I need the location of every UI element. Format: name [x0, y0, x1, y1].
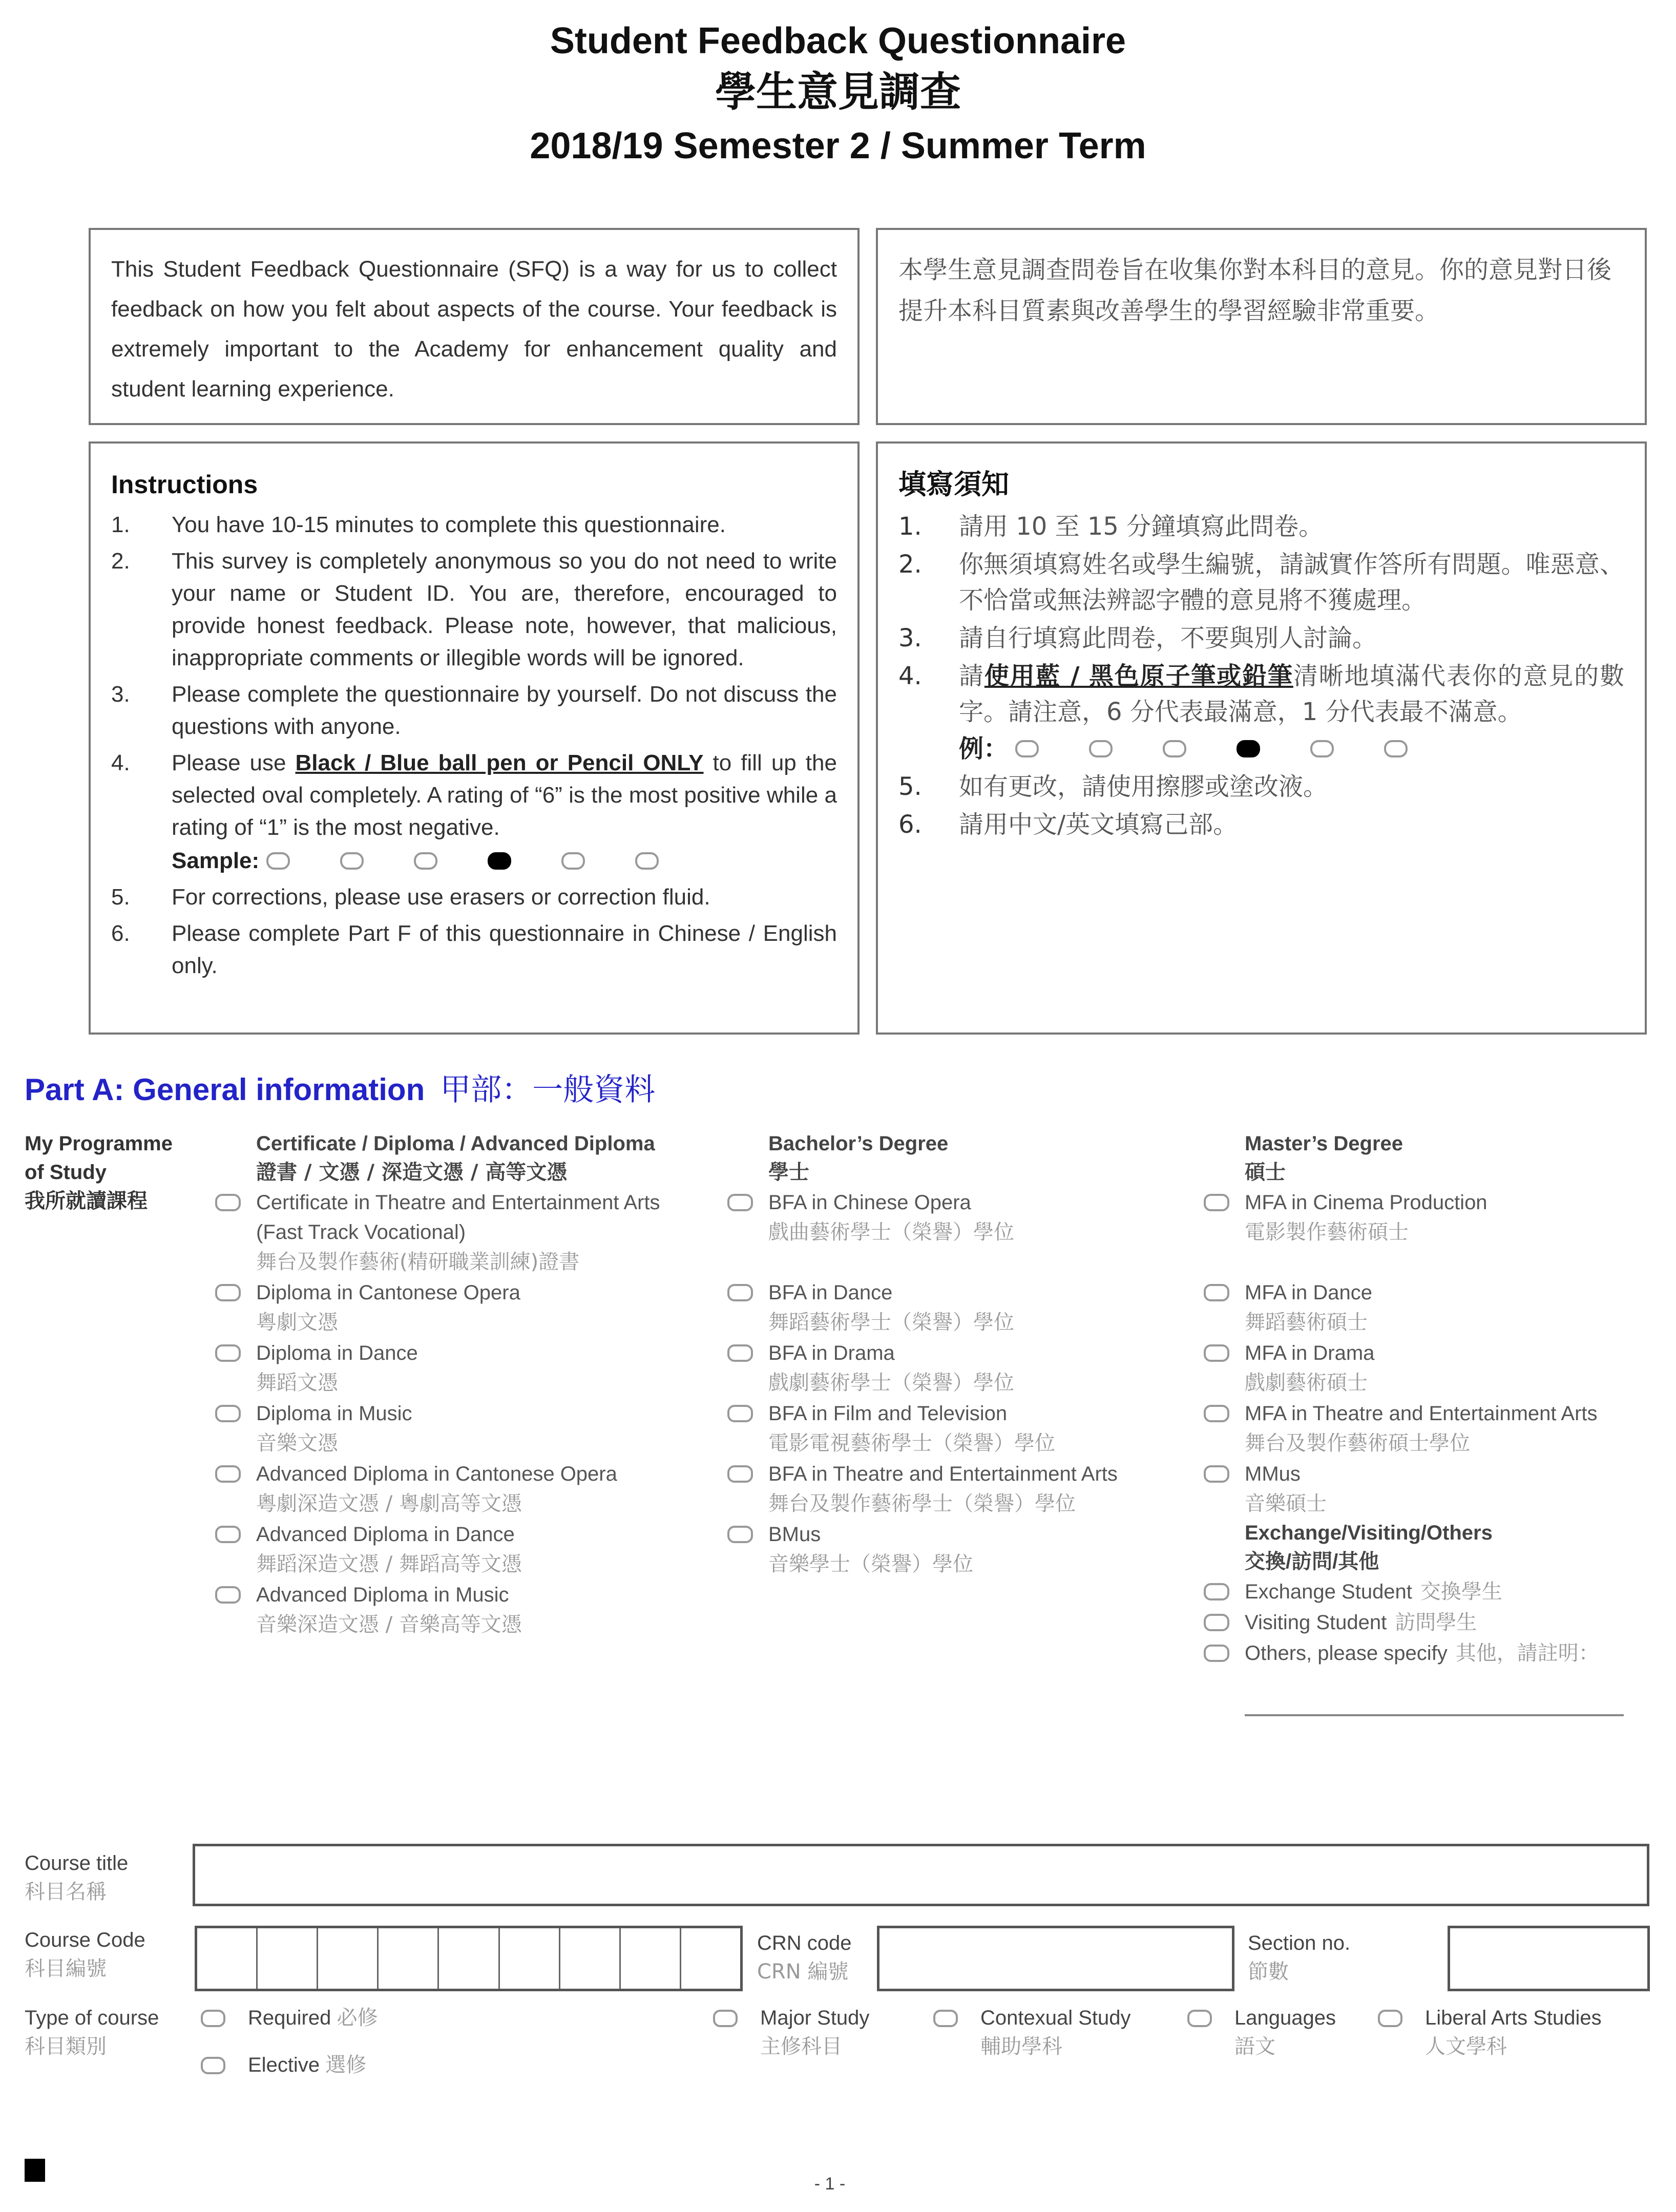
option-label-en: MFA in Drama: [1245, 1342, 1375, 1364]
radio-oval[interactable]: [933, 2010, 958, 2027]
label-zh: CRN 編號: [757, 1960, 849, 1984]
sample-oval-empty-icon: [561, 852, 585, 870]
radio-oval[interactable]: [215, 1586, 241, 1604]
programme-option[interactable]: [1204, 1188, 1675, 1277]
course-code-cell[interactable]: [197, 1928, 258, 1989]
column-heading: [215, 1129, 707, 1187]
item-text-before: Please use: [172, 750, 296, 775]
programme-option[interactable]: [215, 1459, 707, 1519]
type-of-course-label: [25, 2004, 159, 2061]
course-code-cell[interactable]: [258, 1928, 318, 1989]
course-code-cell[interactable]: [318, 1928, 379, 1989]
option-label-en: BFA in Drama: [768, 1342, 895, 1364]
option-label-en: MFA in Theatre and Entertainment Arts: [1245, 1402, 1598, 1425]
option-label-en: Elective: [248, 2054, 320, 2076]
sample-oval-empty-icon: [1015, 740, 1039, 757]
instruction-item: [898, 769, 1624, 805]
option-label-en: Major Study: [760, 2007, 870, 2029]
option-label-zh: 戲劇藝術學士（榮譽）學位: [768, 1371, 1014, 1395]
item-text: This survey is completely anonymous so you do not need to write your name or Student ID. You are, therefore, encouraged to provide honest feedback. Please note, however, that malicious, inappropriate comments or illegible words will be ignored.: [172, 549, 837, 670]
programme-option[interactable]: [215, 1188, 707, 1277]
course-code-cell[interactable]: [681, 1928, 740, 1989]
label-en: Course Code: [25, 1929, 145, 1951]
instruction-item: [898, 807, 1624, 842]
programme-option[interactable]: [1204, 1278, 1675, 1337]
option-label-zh: 訪問學生: [1395, 1611, 1477, 1634]
course-code-input[interactable]: [195, 1926, 743, 1991]
item-text: 你無須填寫姓名或學生編號，請誠實作答所有問題。唯惡意、不恰當或無法辨認字體的意見將不獲處理。: [959, 550, 1624, 615]
title-en: Student Feedback Questionnaire: [550, 20, 1126, 61]
sample-oval-empty-icon: [1089, 740, 1113, 757]
option-label-en: MFA in Cinema Production: [1245, 1191, 1488, 1214]
sample-oval-empty-icon: [1163, 740, 1186, 757]
radio-oval[interactable]: [201, 2010, 225, 2027]
option-label-en: Advanced Diploma in Music: [256, 1584, 509, 1606]
item-text: [172, 747, 837, 877]
sample-oval-empty-icon: [1384, 740, 1408, 757]
option-label-en: MMus: [1245, 1463, 1301, 1485]
programme-label-line2: of Study: [25, 1161, 107, 1184]
programme-option[interactable]: [727, 1278, 1188, 1337]
instruction-item: [111, 678, 837, 743]
sub-heading-en: Exchange/Visiting/Others: [1245, 1522, 1493, 1544]
option-label-en: Exchange Student: [1245, 1581, 1412, 1603]
programme-label: [25, 1129, 173, 1215]
option-label-zh: 輔助學科: [980, 2035, 1062, 2058]
option-label-en: Advanced Diploma in Cantonese Opera: [256, 1463, 617, 1485]
option-label-zh: 舞蹈藝術碩士: [1245, 1311, 1368, 1334]
radio-oval[interactable]: [727, 1526, 753, 1543]
section-no-input[interactable]: [1448, 1926, 1650, 1991]
programme-option[interactable]: [215, 1520, 707, 1579]
part-a-heading: [25, 1065, 655, 1109]
option-label-en: Visiting Student: [1245, 1611, 1387, 1634]
radio-oval[interactable]: [1187, 2010, 1212, 2027]
radio-oval[interactable]: [215, 1284, 241, 1301]
sample-oval-filled-icon: [1237, 740, 1260, 757]
instruction-item: [898, 620, 1624, 656]
crn-code-input[interactable]: [877, 1926, 1234, 1991]
label-en: Course title: [25, 1852, 129, 1874]
label-zh: 科目名稱: [25, 1880, 107, 1904]
course-type-required[interactable]: [201, 2004, 378, 2032]
option-label-zh: 音樂學士（榮譽）學位: [768, 1552, 973, 1576]
item-text: 請用 10 至 15 分鐘填寫此問卷。: [959, 512, 1324, 541]
item-text: 請自行填寫此問卷，不要與別人討論。: [959, 624, 1377, 652]
option-label-zh: 交換學生: [1420, 1580, 1502, 1604]
intro-en-box: [89, 228, 860, 425]
option-label-zh: 主修科目: [760, 2035, 842, 2058]
radio-oval[interactable]: [727, 1405, 753, 1422]
programme-column-bachelor: [727, 1129, 1188, 1579]
radio-oval[interactable]: [727, 1465, 753, 1483]
instruction-item: [111, 881, 837, 913]
radio-oval[interactable]: [215, 1344, 241, 1362]
instruction-item: [898, 546, 1624, 618]
term-label: 2018/19 Semester 2 / Summer Term: [530, 125, 1146, 166]
programme-option[interactable]: [215, 1399, 707, 1458]
radio-oval[interactable]: [215, 1194, 241, 1211]
programme-option-visiting[interactable]: [1204, 1608, 1675, 1637]
column-heading-en: Certificate / Diploma / Advanced Diploma: [256, 1132, 655, 1155]
option-label-en-2: (Fast Track Vocational): [256, 1221, 466, 1244]
option-label-zh: 粵劇深造文憑 / 粵劇高等文憑: [256, 1492, 522, 1515]
programme-option[interactable]: [727, 1459, 1188, 1519]
sample-oval-empty-icon: [1310, 740, 1334, 757]
option-label-en: BFA in Film and Television: [768, 1402, 1008, 1425]
option-label-zh: 舞台及製作藝術(精研職業訓練)證書: [256, 1250, 580, 1274]
option-label-en: BFA in Chinese Opera: [768, 1191, 971, 1214]
instructions-zh-box: [876, 441, 1647, 1035]
programme-column-certificate-diploma: [215, 1129, 707, 1639]
intro-zh-box: [876, 228, 1647, 425]
column-heading-zh: 碩士: [1245, 1161, 1286, 1184]
course-type-languages[interactable]: [1187, 2004, 1336, 2061]
course-title-input[interactable]: [193, 1844, 1649, 1906]
item-text: Please complete the questionnaire by yourself. Do not discuss the questions with anyone.: [172, 682, 837, 739]
option-label-zh: 舞台及製作藝術學士（榮譽）學位: [768, 1492, 1076, 1515]
programme-option-others[interactable]: [1204, 1638, 1675, 1668]
option-label-zh: 粵劇文憑: [256, 1311, 338, 1334]
sample-row: [172, 845, 837, 877]
programme-label-line1: My Programme: [25, 1132, 173, 1155]
programme-option[interactable]: [727, 1338, 1188, 1398]
sample-oval-empty-icon: [414, 852, 437, 870]
option-label-en: Liberal Arts Studies: [1425, 2007, 1602, 2029]
page-number: - 1 -: [814, 2174, 846, 2194]
label-en: Section no.: [1248, 1932, 1351, 1954]
intro-en-text: This Student Feedback Questionnaire (SFQ) is a way for us to collect feedback on how you felt about aspects of the course. Your feedback is extremely important to the Academy for enhancement quality and student learning experience.: [111, 257, 837, 402]
item-number: 6.: [111, 921, 130, 946]
column-heading: [727, 1129, 1188, 1187]
programme-option[interactable]: [215, 1278, 707, 1337]
item-text-emphasis: 使用藍 / 黑色原子筆或鉛筆: [984, 662, 1293, 690]
item-text: For corrections, please use erasers or correction fluid.: [172, 884, 710, 910]
radio-oval[interactable]: [1204, 1344, 1229, 1362]
option-label-en: Certificate in Theatre and Entertainment Arts: [256, 1191, 660, 1214]
column-heading: [1204, 1129, 1675, 1187]
option-label-zh: 音樂文憑: [256, 1431, 338, 1455]
radio-oval[interactable]: [1204, 1284, 1229, 1301]
option-label-en: Diploma in Music: [256, 1402, 412, 1425]
course-code-label: [25, 1926, 145, 1983]
instructions-en-box: [89, 441, 860, 1035]
course-type-major-study[interactable]: [713, 2004, 869, 2061]
sample-row: [959, 731, 1624, 767]
instruction-item: [111, 747, 837, 877]
programme-label-zh: 我所就讀課程: [25, 1190, 148, 1212]
instructions-en-list: [111, 509, 837, 982]
option-label-en: BFA in Theatre and Entertainment Arts: [768, 1463, 1118, 1485]
option-label-zh: 語文: [1234, 2035, 1275, 2058]
option-label-zh: 音樂深造文憑 / 音樂高等文憑: [256, 1613, 522, 1636]
radio-oval[interactable]: [1204, 1614, 1229, 1631]
option-label-en: Languages: [1234, 2007, 1336, 2029]
others-specify-line[interactable]: [1245, 1714, 1624, 1716]
item-text: You have 10-15 minutes to complete this questionnaire.: [172, 512, 726, 537]
radio-oval[interactable]: [201, 2057, 225, 2074]
course-title-label: [25, 1849, 128, 1906]
option-label-en: Contexual Study: [980, 2007, 1131, 2029]
sample-oval-filled-icon: [488, 852, 511, 870]
item-number: 1.: [111, 512, 130, 537]
part-a-title-en: Part A: General information: [25, 1072, 425, 1107]
exchange-visiting-heading: [1204, 1519, 1675, 1576]
option-label-zh: 電影製作藝術碩士: [1245, 1220, 1409, 1244]
item-number: 5.: [111, 884, 130, 910]
course-code-cell[interactable]: [500, 1928, 560, 1989]
sub-heading-zh: 交換/訪問/其他: [1245, 1550, 1379, 1573]
instructions-zh-list: [898, 509, 1624, 842]
option-label-zh: 舞蹈文憑: [256, 1371, 338, 1395]
item-number: 1.: [898, 512, 922, 541]
programme-column-master: [1204, 1129, 1675, 1716]
item-text: [959, 658, 1624, 767]
option-label-en: BMus: [768, 1523, 821, 1546]
item-text: Please complete Part F of this questionnaire in Chinese / English only.: [172, 921, 837, 978]
radio-oval[interactable]: [215, 1526, 241, 1543]
course-type-liberal-arts[interactable]: [1378, 2004, 1602, 2061]
instruction-item: [111, 509, 837, 541]
option-label-zh: 舞蹈藝術學士（榮譽）學位: [768, 1311, 1014, 1334]
instruction-item: [898, 658, 1624, 767]
option-label-en: Diploma in Dance: [256, 1342, 418, 1364]
instruction-item: [111, 545, 837, 674]
instruction-item: [111, 917, 837, 982]
instruction-item: [898, 509, 1624, 544]
radio-oval[interactable]: [1204, 1405, 1229, 1422]
course-code-cell[interactable]: [439, 1928, 499, 1989]
programme-option[interactable]: [215, 1338, 707, 1398]
sample-oval-empty-icon: [635, 852, 659, 870]
instructions-en-title: Instructions: [111, 470, 258, 499]
column-heading-zh: 證書 / 文憑 / 深造文憑 / 高等文憑: [256, 1161, 568, 1184]
radio-oval[interactable]: [215, 1405, 241, 1422]
option-label-en: MFA in Dance: [1245, 1281, 1373, 1304]
programme-option[interactable]: [1204, 1338, 1675, 1398]
option-label-en: Diploma in Cantonese Opera: [256, 1281, 520, 1304]
item-number: 3.: [111, 682, 130, 707]
sample-oval-empty-icon: [340, 852, 364, 870]
item-text-emphasis: Black / Blue ball pen or Pencil ONLY: [295, 750, 704, 775]
item-number: 6.: [898, 810, 922, 839]
instructions-zh-title: 填寫須知: [898, 468, 1009, 500]
option-label-en: BFA in Dance: [768, 1281, 893, 1304]
crn-code-label: [757, 1929, 852, 1986]
item-text-before: 請: [959, 662, 984, 690]
option-label-zh: 音樂碩士: [1245, 1492, 1327, 1515]
programme-option[interactable]: [727, 1399, 1188, 1458]
radio-oval[interactable]: [1204, 1645, 1229, 1662]
sample-oval-empty-icon: [266, 852, 290, 870]
label-en: CRN code: [757, 1932, 852, 1954]
label-zh: 節數: [1248, 1960, 1289, 1984]
option-label-zh: 電影電視藝術學士（榮譽）學位: [768, 1431, 1055, 1455]
programme-option[interactable]: [215, 1580, 707, 1639]
option-label-en: Required: [248, 2007, 331, 2029]
course-type-elective[interactable]: [201, 2051, 366, 2079]
title-zh: 學生意見調查: [715, 69, 961, 115]
item-number: 2.: [111, 549, 130, 574]
programme-option[interactable]: [727, 1188, 1188, 1277]
item-number: 2.: [898, 550, 922, 579]
item-text: 請用中文/英文填寫己部。: [959, 810, 1238, 839]
option-label-zh: 舞蹈深造文憑 / 舞蹈高等文憑: [256, 1552, 522, 1576]
item-number: 5.: [898, 772, 922, 801]
course-code-cell[interactable]: [560, 1928, 621, 1989]
section-no-label: [1248, 1929, 1350, 1986]
document-header: [0, 15, 1676, 174]
label-en: Type of course: [25, 2007, 159, 2029]
radio-oval[interactable]: [713, 2010, 738, 2027]
option-label-zh: 人文學科: [1425, 2035, 1507, 2058]
option-label-zh: 其他，請註明：: [1455, 1641, 1599, 1665]
option-label-zh: 舞台及製作藝術碩士學位: [1245, 1431, 1470, 1455]
radio-oval[interactable]: [1204, 1465, 1229, 1483]
column-heading-en: Master’s Degree: [1245, 1132, 1403, 1155]
item-text-after: to fill up the selected oval completely. A rating of “6” is the most positive while a rating of “1” is the most negative.: [172, 750, 837, 840]
item-text: 如有更改，請使用擦膠或塗改液。: [959, 772, 1328, 801]
radio-oval[interactable]: [727, 1284, 753, 1301]
item-text-after: 清晰地填滿代表你的意見的數字。請注意，6 分代表最滿意，1 分代表最不滿意。: [959, 662, 1624, 726]
column-heading-en: Bachelor’s Degree: [768, 1132, 949, 1155]
item-number: 4.: [898, 662, 922, 690]
radio-oval[interactable]: [1378, 2010, 1402, 2027]
option-label-en: Others, please specify: [1245, 1642, 1448, 1665]
label-zh: 科目類別: [25, 2035, 107, 2058]
option-label-zh: 必修: [337, 2006, 378, 2030]
sample-label: 例：: [959, 734, 1009, 763]
option-label-zh: 選修: [325, 2053, 367, 2077]
radio-oval[interactable]: [1204, 1194, 1229, 1211]
sample-label: Sample:: [172, 848, 260, 873]
item-number: 4.: [111, 750, 130, 775]
part-a-title-zh: 甲部：一般資料: [440, 1072, 656, 1108]
column-heading-zh: 學士: [768, 1161, 809, 1184]
radio-oval[interactable]: [727, 1194, 753, 1211]
radio-oval[interactable]: [1204, 1583, 1229, 1600]
label-zh: 科目編號: [25, 1957, 107, 1981]
scan-registration-mark-icon: [25, 2159, 45, 2182]
programme-option[interactable]: [727, 1520, 1188, 1579]
course-type-contextual-study[interactable]: [933, 2004, 1131, 2061]
item-number: 3.: [898, 624, 922, 652]
option-label-en: Advanced Diploma in Dance: [256, 1523, 515, 1546]
radio-oval[interactable]: [215, 1465, 241, 1483]
programme-option[interactable]: [1204, 1459, 1675, 1519]
course-code-cell[interactable]: [621, 1928, 681, 1989]
course-code-cell[interactable]: [379, 1928, 439, 1989]
option-label-zh: 戲劇藝術碩士: [1245, 1371, 1368, 1395]
programme-option-exchange[interactable]: [1204, 1577, 1675, 1607]
radio-oval[interactable]: [727, 1344, 753, 1362]
option-label-zh: 戲曲藝術學士（榮譽）學位: [768, 1220, 1014, 1244]
intro-zh-text: 本學生意見調查問卷旨在收集你對本科目的意見。你的意見對日後提升本科目質素與改善學生的學習經驗非常重要。: [898, 256, 1612, 325]
programme-option[interactable]: [1204, 1399, 1675, 1458]
